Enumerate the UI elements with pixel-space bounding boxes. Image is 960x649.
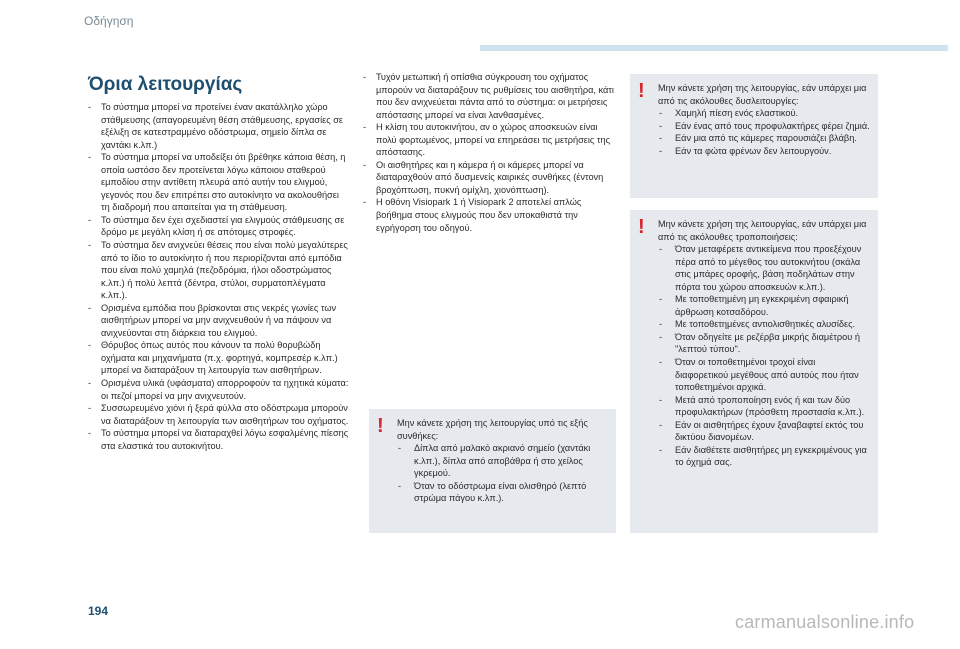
list-item: - Ορισμένα υλικά (υφάσματα) απορροφούν τα ηχητικά κύματα: οι πεζοί μπορεί να μην ανιχνευτούν. xyxy=(88,377,350,402)
limitations-list xyxy=(88,101,350,452)
list-item: - Ορισμένα εμπόδια που βρίσκονται στις νεκρές γωνίες των αισθητήρων μπορεί να μην ανιχνευθούν ή να πάψουν να ανιχνεύονται στη διάρκεια του ελιγμού. xyxy=(88,302,350,340)
list-item: - Το σύστημα μπορεί να υποδείξει ότι βρέθηκε κάποια θέση, η οποία ωστόσο δεν προτείνεται λόγω κάποιου σταθερού εμποδίου στην αντίθετη πλευρά από αυτήν του ελιγμού, γεγονός που δεν επιτρέπει στο αυτοκίνητο να ακολουθήσει τη διαδρομή που απαιτείται για τη στάθμευση. xyxy=(88,151,350,214)
warning-box-malfunctions xyxy=(630,74,878,198)
warning-item: - Όταν το οδόστρωμα είναι ολισθηρό (λεπτό στρώμα πάγου κ.λπ.). xyxy=(397,480,608,505)
warning-item: - Εάν τα φώτα φρένων δεν λειτουργούν. xyxy=(658,145,870,158)
list-item: - Το σύστημα δεν έχει σχεδιαστεί για ελιγμούς στάθμευσης σε δρόμο με μεγάλη κλίση ή σε απότομες στροφές. xyxy=(88,214,350,239)
warning-item: - Εάν οι αισθητήρες έχουν ξαναβαφτεί εκτός του δικτύου διανομέων. xyxy=(658,419,870,444)
list-item: - Η κλίση του αυτοκινήτου, αν ο χώρος αποσκευών είναι πολύ φορτωμένος, μπορεί να επηρεάσει τις μετρήσεις της απόστασης. xyxy=(363,121,617,159)
warning-item: - Εάν ένας από τους προφυλακτήρες φέρει ζημιά. xyxy=(658,120,870,133)
warning-item: - Μετά από τροποποίηση ενός ή και των δύο προφυλακτήρων (πρόσθετη προστασία κ.λπ.). xyxy=(658,394,870,419)
warning-item: - Εάν μια από τις κάμερες παρουσιάζει βλάβη. xyxy=(658,132,870,145)
warning-item: - Όταν οι τοποθετημένοι τροχοί είναι διαφορετικού μεγέθους από αυτούς που ήταν τοποθετημένοι αρχικά. xyxy=(658,356,870,394)
warning-item: - Όταν μεταφέρετε αντικείμενα που προεξέχουν πέρα από το μέγεθος του αυτοκινήτου (σκάλα στις μπάρες οροφής, βάση ποδηλάτων στην πόρτα του χώρου αποσκευών κ.λπ.). xyxy=(658,243,870,293)
page-number: 194 xyxy=(88,604,109,618)
list-item: - Τυχόν μετωπική ή οπίσθια σύγκρουση του οχήματος μπορούν να διαταράξουν τις ρυθμίσεις του αισθητήρα, κάτι που δεν ανιχνεύεται πάντα από το σύστημα: οι μετρήσεις απόστασης μπορεί να είναι λανθασμένες. xyxy=(363,71,617,121)
list-item: - Οι αισθητήρες και η κάμερα ή οι κάμερες μπορεί να διαταραχθούν από δυσμενείς καιρικές συνθήκες (έντονη βροχόπτωση, πυκνή ομίχλη, χιονόπτωση). xyxy=(363,159,617,197)
left-column xyxy=(88,101,350,452)
watermark: carmanualsonline.info xyxy=(735,612,915,632)
warning-icon: ! xyxy=(638,80,645,102)
warning-item: - Χαμηλή πίεση ενός ελαστικού. xyxy=(658,107,870,120)
warning-intro: Μην κάνετε χρήση της λειτουργίας υπό τις εξής συνθήκες: xyxy=(397,418,588,441)
list-item: - Το σύστημα μπορεί να προτείνει έναν ακατάλληλο χώρο στάθμευσης (απαγορευμένη θέση στάθμευσης, εργασίες σε εξέλιξη σε κατεστραμμένο οδόστρωμα, σημείο δίπλα σε χαντάκι κ.λπ.) xyxy=(88,101,350,151)
warning-intro: Μην κάνετε χρήση της λειτουργίας, εάν υπάρχει μια από τις ακόλουθες τροποποιήσεις: xyxy=(658,219,867,242)
warning-item: - Με τοποθετημένη μη εγκεκριμένη σφαιρική άρθρωση κοτσαδόρου. xyxy=(658,293,870,318)
header-bar xyxy=(480,45,948,51)
warning-intro: Μην κάνετε χρήση της λειτουργίας, εάν υπάρχει μια από τις ακόλουθες δυσλειτουργίες: xyxy=(658,83,867,106)
list-item: - Η οθόνη Visiopark 1 ή Visiopark 2 αποτελεί απλώς βοήθημα στους ελιγμούς που δεν υποκαθιστά την εγρήγορση του οδηγού. xyxy=(363,196,617,234)
list-item: - Θόρυβος όπως αυτός που κάνουν τα πολύ θορυβώδη οχήματα και μηχανήματα (π.χ. φορτηγά, κομπρεσέρ κ.λπ.) μπορεί να διαταράξουν τη λειτουργία των αισθητήρων. xyxy=(88,339,350,377)
list-item: - Το σύστημα μπορεί να διαταραχθεί λόγω εσφαλμένης πίεσης στα ελαστικά του αυτοκινήτου. xyxy=(88,427,350,452)
limitations-list-continued xyxy=(363,71,617,234)
warning-item: - Όταν οδηγείτε με ρεζέρβα μικρής διαμέτρου ή "λεπτού τύπου". xyxy=(658,331,870,356)
warning-item: - Εάν διαθέτετε αισθητήρες μη εγκεκριμένους για το όχημά σας. xyxy=(658,444,870,469)
warning-box-modifications xyxy=(630,210,878,533)
page-title: Όρια λειτουργίας xyxy=(88,74,243,95)
middle-column xyxy=(363,71,617,234)
warning-icon: ! xyxy=(638,216,645,238)
warning-item: - Δίπλα από μαλακό ακριανό σημείο (χαντάκι κ.λπ.), δίπλα από αποβάθρα ή στο χείλος γκρεμού. xyxy=(397,442,608,480)
warning-box-conditions xyxy=(369,409,616,533)
section-header: Οδήγηση xyxy=(84,14,134,28)
warning-icon: ! xyxy=(377,415,384,437)
warning-item: - Με τοποθετημένες αντιολισθητικές αλυσίδες. xyxy=(658,318,870,331)
list-item: - Συσσωρευμένο χιόνι ή ξερά φύλλα στο οδόστρωμα μπορούν να διαταράξουν τη λειτουργία των αισθητήρων του οχήματος. xyxy=(88,402,350,427)
list-item: - Το σύστημα δεν ανιχνεύει θέσεις που είναι πολύ μεγαλύτερες από το ίδιο το αυτοκίνητο ή που περιορίζονται από εμπόδια που είναι πολύ χαμηλά (πεζοδρόμια, ήλοι οδοστρώματος κ.λπ.) ή πολύ λεπτά (δέντρα, στύλοι, συρματοπλέγματα κ.λπ.). xyxy=(88,239,350,302)
